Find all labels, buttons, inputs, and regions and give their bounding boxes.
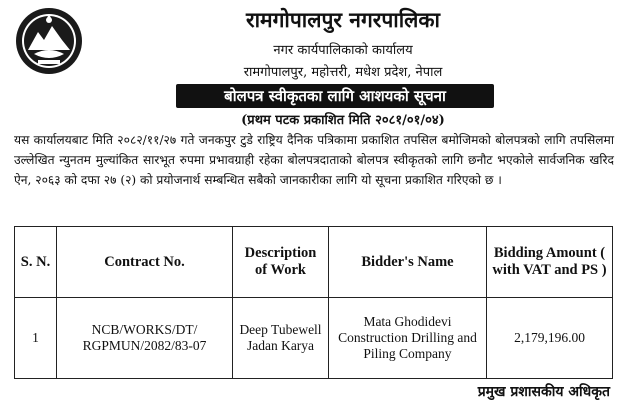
table-row [15, 298, 613, 379]
table-header-row [15, 227, 613, 298]
cell-bidding-amount: 2,179,196.00 [487, 298, 613, 379]
bid-table [14, 226, 613, 379]
signature-designation: प्रमुख प्रशासकीय अधिकृत [477, 384, 610, 400]
header-bidding-amount: Bidding Amount ( with VAT and PS ) [487, 227, 613, 298]
notice-title: बोलपत्र स्वीकृतका लागि आशयको सूचना [176, 84, 494, 108]
publish-date-note: (प्रथम पटक प्रकाशित मिति २०८१/०१/०४) [241, 113, 445, 128]
header-bidder-name: Bidder's Name [329, 227, 487, 298]
cell-description: Deep Tubewell Jadan Karya [233, 298, 329, 379]
nepal-government-emblem-icon [14, 6, 84, 76]
office-address: रामगोपालपुर, महोत्तरी, मधेश प्रदेश, नेपाल [243, 65, 443, 80]
header-description: Description of Work [233, 227, 329, 298]
header-contract-no: Contract No. [57, 227, 233, 298]
office-name: नगर कार्यपालिकाको कार्यालय [273, 43, 413, 58]
notice-body: यस कार्यालयबाट मिति २०८२/११/२७ गते जनकपुर टुडे राष्ट्रिय दैनिक पत्रिकामा प्रकाशित तपसिल बमोजिमको बोलपत्रको लागि तपसिलमा उल्लेखित न्युनतम मुल्यांकित सारभूत रुपमा प्रभावग्राही रहेका बोलपत्रदाताको बोलपत्र स्वीकृतको लागि छनौट भएकोले सार्वजनिक खरिद ऐन, २०६३ को दफा २७ (२) को प्रयोजनार्थ सम्बन्धित सबैको जानकारीका लागि यो सूचना प्रकाशित गरिएको छ । [14, 133, 614, 187]
cell-contract-no: NCB/WORKS/DT/ RGPMUN/2082/83-07 [57, 298, 233, 379]
cell-bidder-name: Mata Ghodidevi Construction Drilling and Piling Company [329, 298, 487, 379]
header-sn: S. N. [15, 227, 57, 298]
cell-sn: 1 [15, 298, 57, 379]
municipality-name: रामगोपालपुर नगरपालिका [246, 7, 440, 32]
